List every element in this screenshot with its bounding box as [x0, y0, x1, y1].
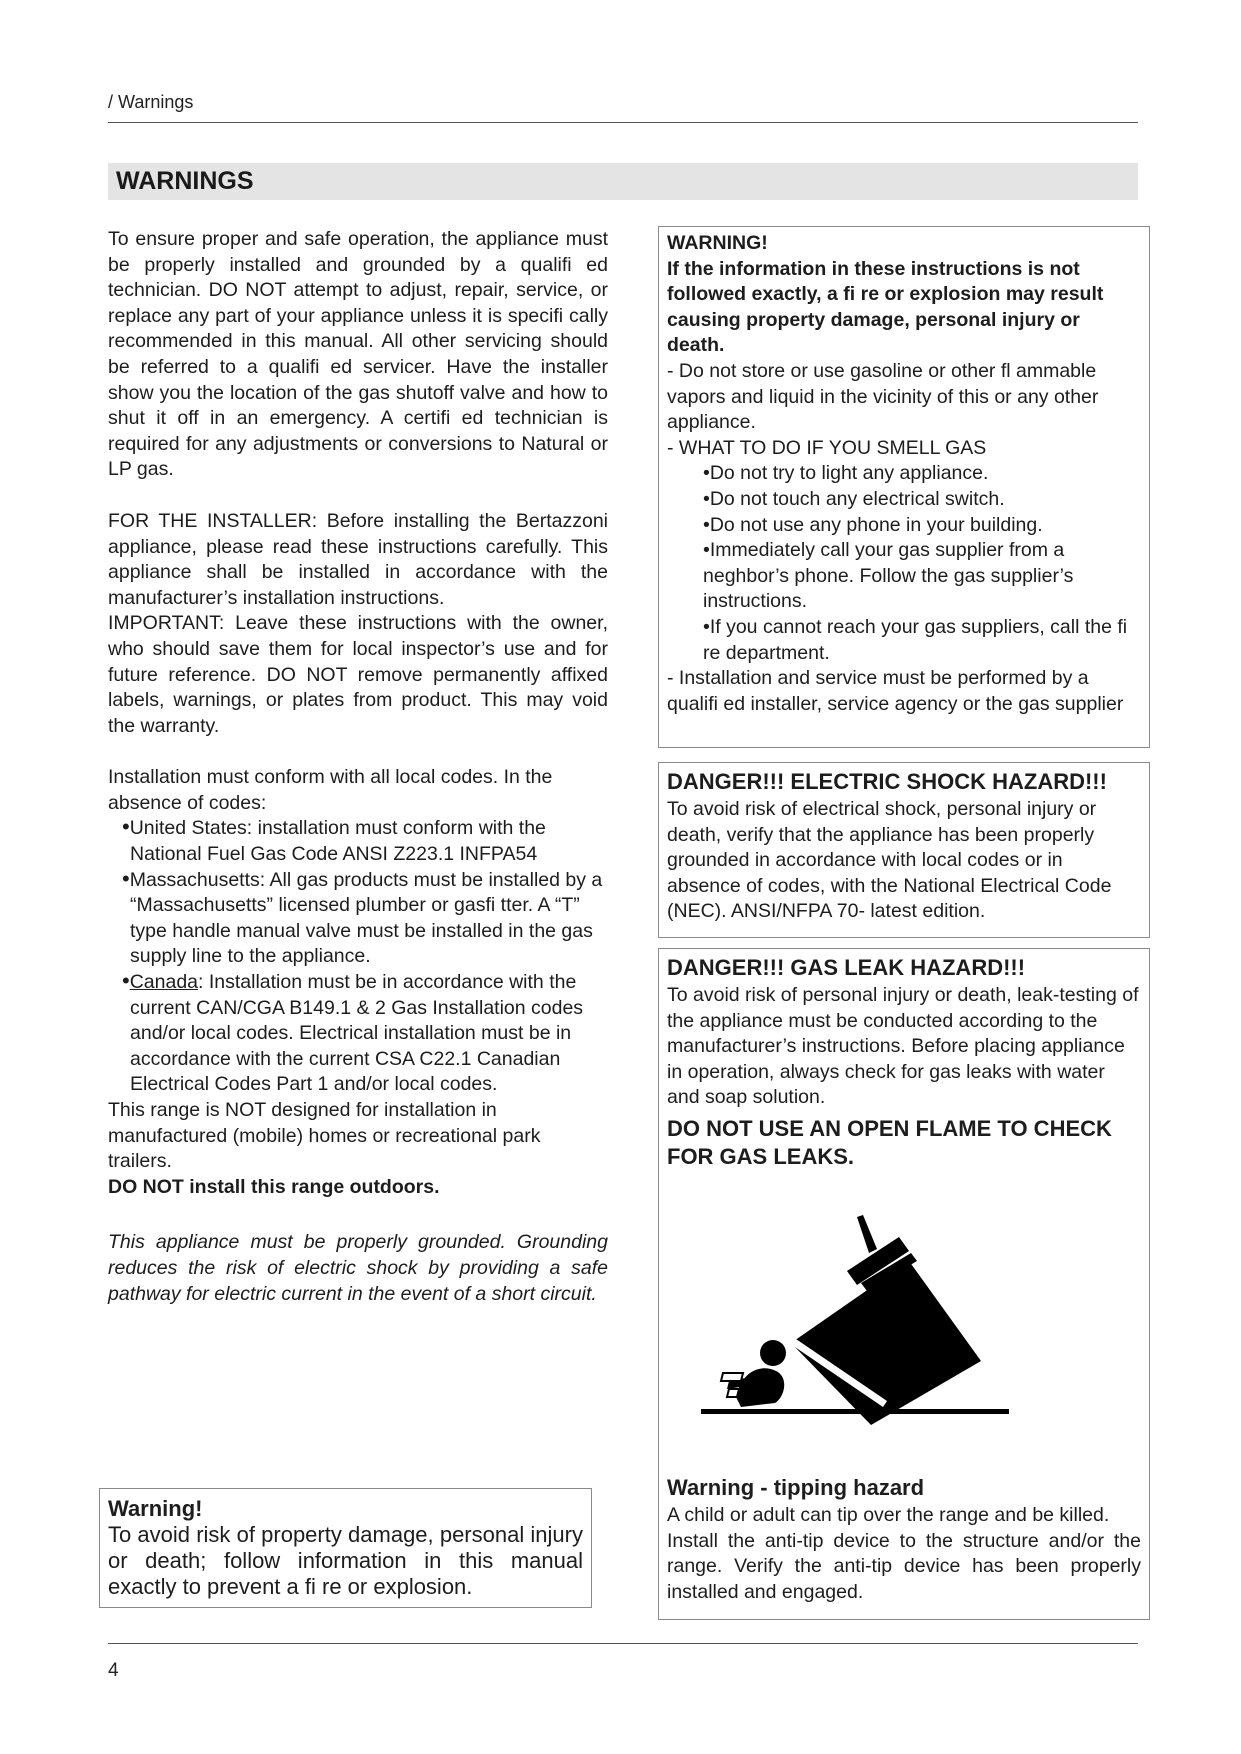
left-column — [108, 227, 608, 1307]
mobile-home-paragraph: This range is NOT designed for installation in manufactured (mobile) homes or recreational park trailers. — [108, 1099, 541, 1173]
gas-warning-bold-text: If the information in these instructions is not followed exactly, a fi re or explosion may result causing property damage, personal injury or death. — [667, 257, 1104, 357]
list-item: •Do not use any phone in your building. — [703, 513, 1043, 536]
gas-leak-box — [658, 948, 1150, 1620]
child-foot — [727, 1389, 739, 1397]
electric-shock-title: DANGER!!! ELECTRIC SHOCK HAZARD!!! — [667, 769, 1107, 794]
list-item: •Immediately call your gas supplier from a neghbor’s phone. Follow the gas supplier’s instructions. — [703, 539, 1074, 613]
list-item: •Do not touch any electrical switch. — [703, 487, 1005, 510]
section-title-bar — [108, 163, 1138, 200]
electric-shock-box — [658, 762, 1150, 938]
gas-leak-text: To avoid risk of personal injury or death, leak-testing of the appliance must be conducted according to the manufacturer’s instructions. Before placing appliance in operation, always check for gas leaks with water and soap solution. — [667, 984, 1139, 1109]
electric-shock-text: To avoid risk of electrical shock, personal injury or death, verify that the appliance has been properly grounded in accordance with local codes or in absence of codes, with the National Electrical Code (NEC). ANSI/NFPA 70- latest edition. — [667, 798, 1112, 923]
tipping-hazard-text: Install the anti-tip device to the structure and/or the range. Verify the anti-tip device has been properly installed and engaged. — [667, 1529, 1141, 1603]
child-hand — [721, 1373, 743, 1381]
page-number: 4 — [108, 1660, 119, 1681]
gas-warning-line: - Installation and service must be performed by a qualifi ed installer, service agency or the gas supplier — [667, 667, 1124, 715]
installer-paragraph: FOR THE INSTALLER: Before installing the Bertazzoni appliance, please read these instructions carefully. This appliance shall be installed in accordance with the manufacturer’s installation instructions. — [108, 509, 608, 609]
list-item: •United States: installation must conform with the National Fuel Gas Code ANSI Z223.1 INFPA54 — [122, 814, 546, 866]
range-backguard — [857, 1215, 877, 1253]
gas-warning-box — [658, 226, 1150, 748]
list-item: •Massachusetts: All gas products must be installed by a “Massachusetts” licensed plumber or gasfi tter. A “T” type handle manual valve must be installed in the gas supply line to the appliance. — [122, 865, 603, 968]
floor-line — [701, 1409, 1009, 1414]
list-item: •If you cannot reach your gas suppliers, call the fi re department. — [703, 615, 1128, 664]
grounding-note: This appliance must be properly grounded. Grounding reduces the risk of electric shock by providing a safe pathway for electric current in the event of a short circuit. — [108, 1231, 608, 1305]
bullet-icon: • — [122, 968, 130, 994]
header-rule — [108, 122, 1138, 123]
gas-leak-title: DANGER!!! GAS LEAK HAZARD!!! — [667, 955, 1026, 980]
bullet-icon: • — [122, 865, 130, 891]
running-header: / Warnings — [108, 92, 194, 112]
tipping-hazard-text: A child or adult can tip over the range and be killed. — [667, 1503, 1110, 1526]
intro-paragraph: To ensure proper and safe operation, the appliance must be properly installed and grounded by a qualifi ed technician. DO NOT attempt to adjust, repair, service, or replace any part of your appliance unless it is specifi cally recommended in this manual. All other servicing should be referred to a qualifi ed servicer. Have the installer show you the location of the gas shutoff valve and how to shut it off in an emergency. A certifi ed technician is required for any adjustments or conversions to Natural or LP gas. — [108, 228, 608, 481]
list-item: •Canada: Installation must be in accordance with the current CAN/CGA B149.1 & 2 Gas Installation codes and/or local codes. Electrical installation must be in accordance with the current CSA C22.1 Canadian Electrical Codes Part 1 and/or local codes. — [122, 968, 584, 1096]
footer-rule — [108, 1643, 1138, 1644]
gas-warning-line: - WHAT TO DO IF YOU SMELL GAS — [667, 436, 987, 459]
canada-label: Canada — [129, 971, 199, 994]
warning-box-text: To avoid risk of property damage, personal injury or death; follow information in this manual exactly to prevent a fi re or explosion. — [108, 1522, 583, 1599]
important-paragraph: IMPORTANT: Leave these instructions with the owner, who should save them for local inspector’s use and for future reference. DO NOT remove permanently affixed labels, warnings, or plates from product. This may void the warranty. — [108, 612, 608, 737]
tipping-hazard-illustration — [681, 1213, 1011, 1453]
warning-box-title: Warning! — [108, 1496, 203, 1521]
child-head — [760, 1340, 786, 1366]
gas-warning-line: - Do not store or use gasoline or other fl ammable vapors and liquid in the vicinity of this or any other appliance. — [667, 359, 1099, 434]
warning-box-left — [99, 1488, 592, 1608]
gas-leak-bold-text: DO NOT USE AN OPEN FLAME TO CHECK FOR GAS LEAKS. — [667, 1115, 1112, 1169]
section-title: WARNINGS — [116, 167, 254, 195]
list-item: •Do not try to light any appliance. — [703, 462, 989, 485]
tipping-hazard-title: Warning - tipping hazard — [667, 1474, 925, 1500]
codes-paragraph: Installation must conform with all local codes. In the absence of codes: — [108, 766, 553, 814]
gas-warning-title: WARNING! — [667, 232, 768, 254]
outdoors-warning: DO NOT install this range outdoors. — [108, 1175, 440, 1198]
bullet-icon: • — [122, 814, 130, 840]
